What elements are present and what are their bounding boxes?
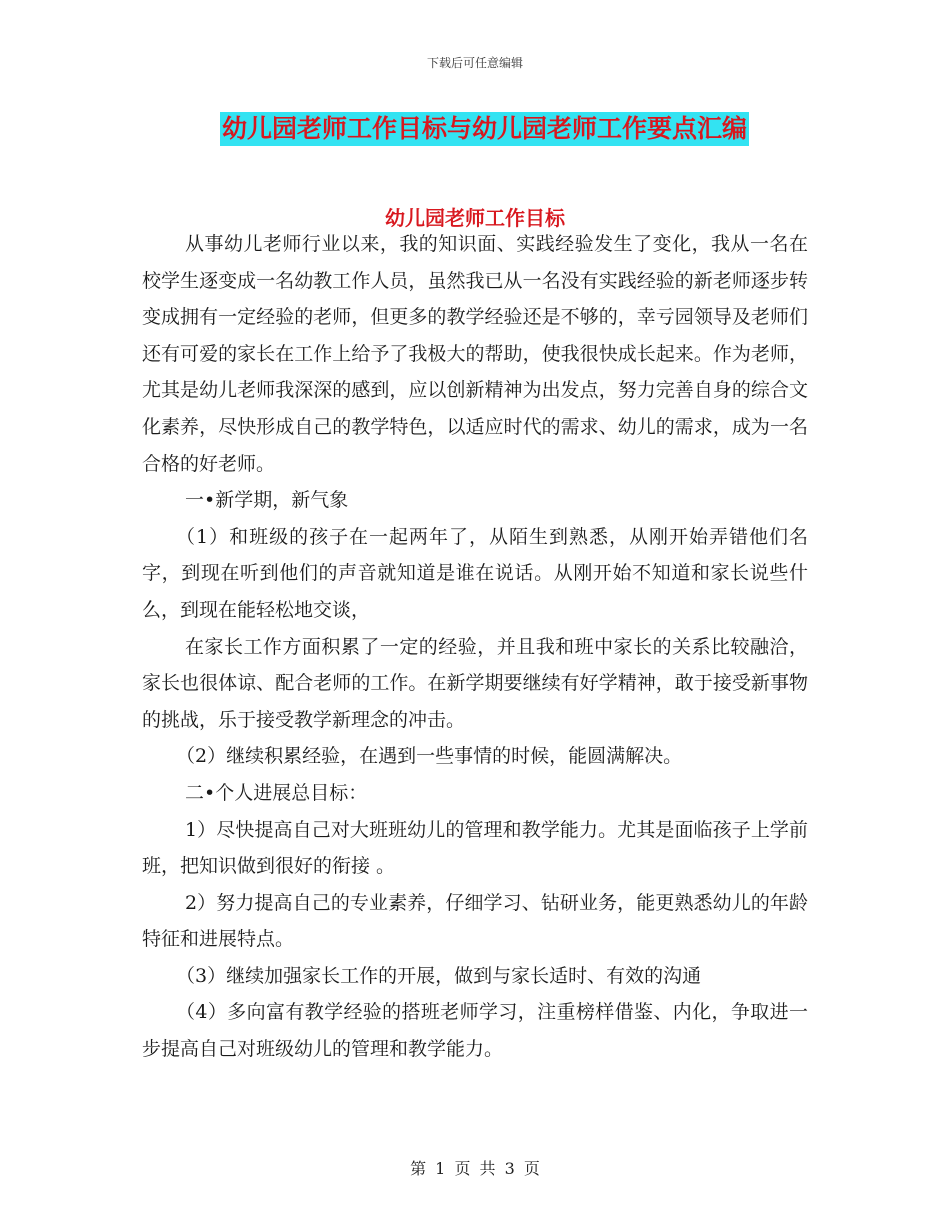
paragraph-item-1: （1）和班级的孩子在一起两年了，从陌生到熟悉，从刚开始弄错他们名字，到现在听到他们的声音就知道是谁在说话。从刚开始不知道和家长说些什么，到现在能轻松地交谈， bbox=[142, 525, 808, 621]
goal-item-1: 1）尽快提高自己对大班班幼儿的管理和教学能力。尤其是面临孩子上学前班，把知识做到很好的衔接 。 bbox=[142, 818, 808, 878]
document-body bbox=[142, 226, 808, 1068]
header-note: 下载后可任意编辑 bbox=[426, 56, 523, 70]
page-number-footer: 第 1 页 共 3 页 bbox=[410, 1159, 540, 1178]
section-title: 幼儿园老师工作目标 bbox=[385, 206, 565, 230]
paragraph-intro: 从事幼儿老师行业以来，我的知识面、实践经验发生了变化，我从一名在校学生逐变成一名幼教工作人员，虽然我已从一名没有实践经验的新老师逐步转变成拥有一定经验的老师，但更多的教学经验还是不够的，幸亏园领导及老师们还有可爱的家长在工作上给予了我极大的帮助，使我很快成长起来。作为老师，尤其是幼儿老师我深深的感到，应以创新精神为出发点，努力完善自身的综合文化素养，尽快形成自己的教学特色，以适应时代的需求、幼儿的需求，成为一名合格的好老师。 bbox=[142, 233, 808, 475]
goal-item-2: 2）努力提高自己的专业素养，仔细学习、钻研业务，能更熟悉幼儿的年龄特征和进展特点。 bbox=[142, 891, 808, 951]
heading-new-semester: 一•新学期，新气象 bbox=[185, 489, 349, 512]
heading-personal-goals: 二•个人进展总目标： bbox=[185, 781, 368, 804]
paragraph-parent-work: 在家长工作方面积累了一定的经验，并且我和班中家长的关系比较融洽，家长也很体谅、配合老师的工作。在新学期要继续有好学精神，敢于接受新事物的挑战，乐于接受教学新理念的冲击。 bbox=[142, 635, 808, 731]
paragraph-item-2: （2）继续积累经验，在遇到一些事情的时候，能圆满解决。 bbox=[176, 745, 683, 768]
goal-item-4: （4）多向富有教学经验的搭班老师学习，注重榜样借鉴、内化，争取进一步提高自己对班级幼儿的管理和教学能力。 bbox=[142, 1001, 808, 1061]
goal-item-3: （3）继续加强家长工作的开展，做到与家长适时、有效的沟通 bbox=[176, 964, 702, 987]
document-title: 幼儿园老师工作目标与幼儿园老师工作要点汇编 bbox=[220, 112, 749, 146]
